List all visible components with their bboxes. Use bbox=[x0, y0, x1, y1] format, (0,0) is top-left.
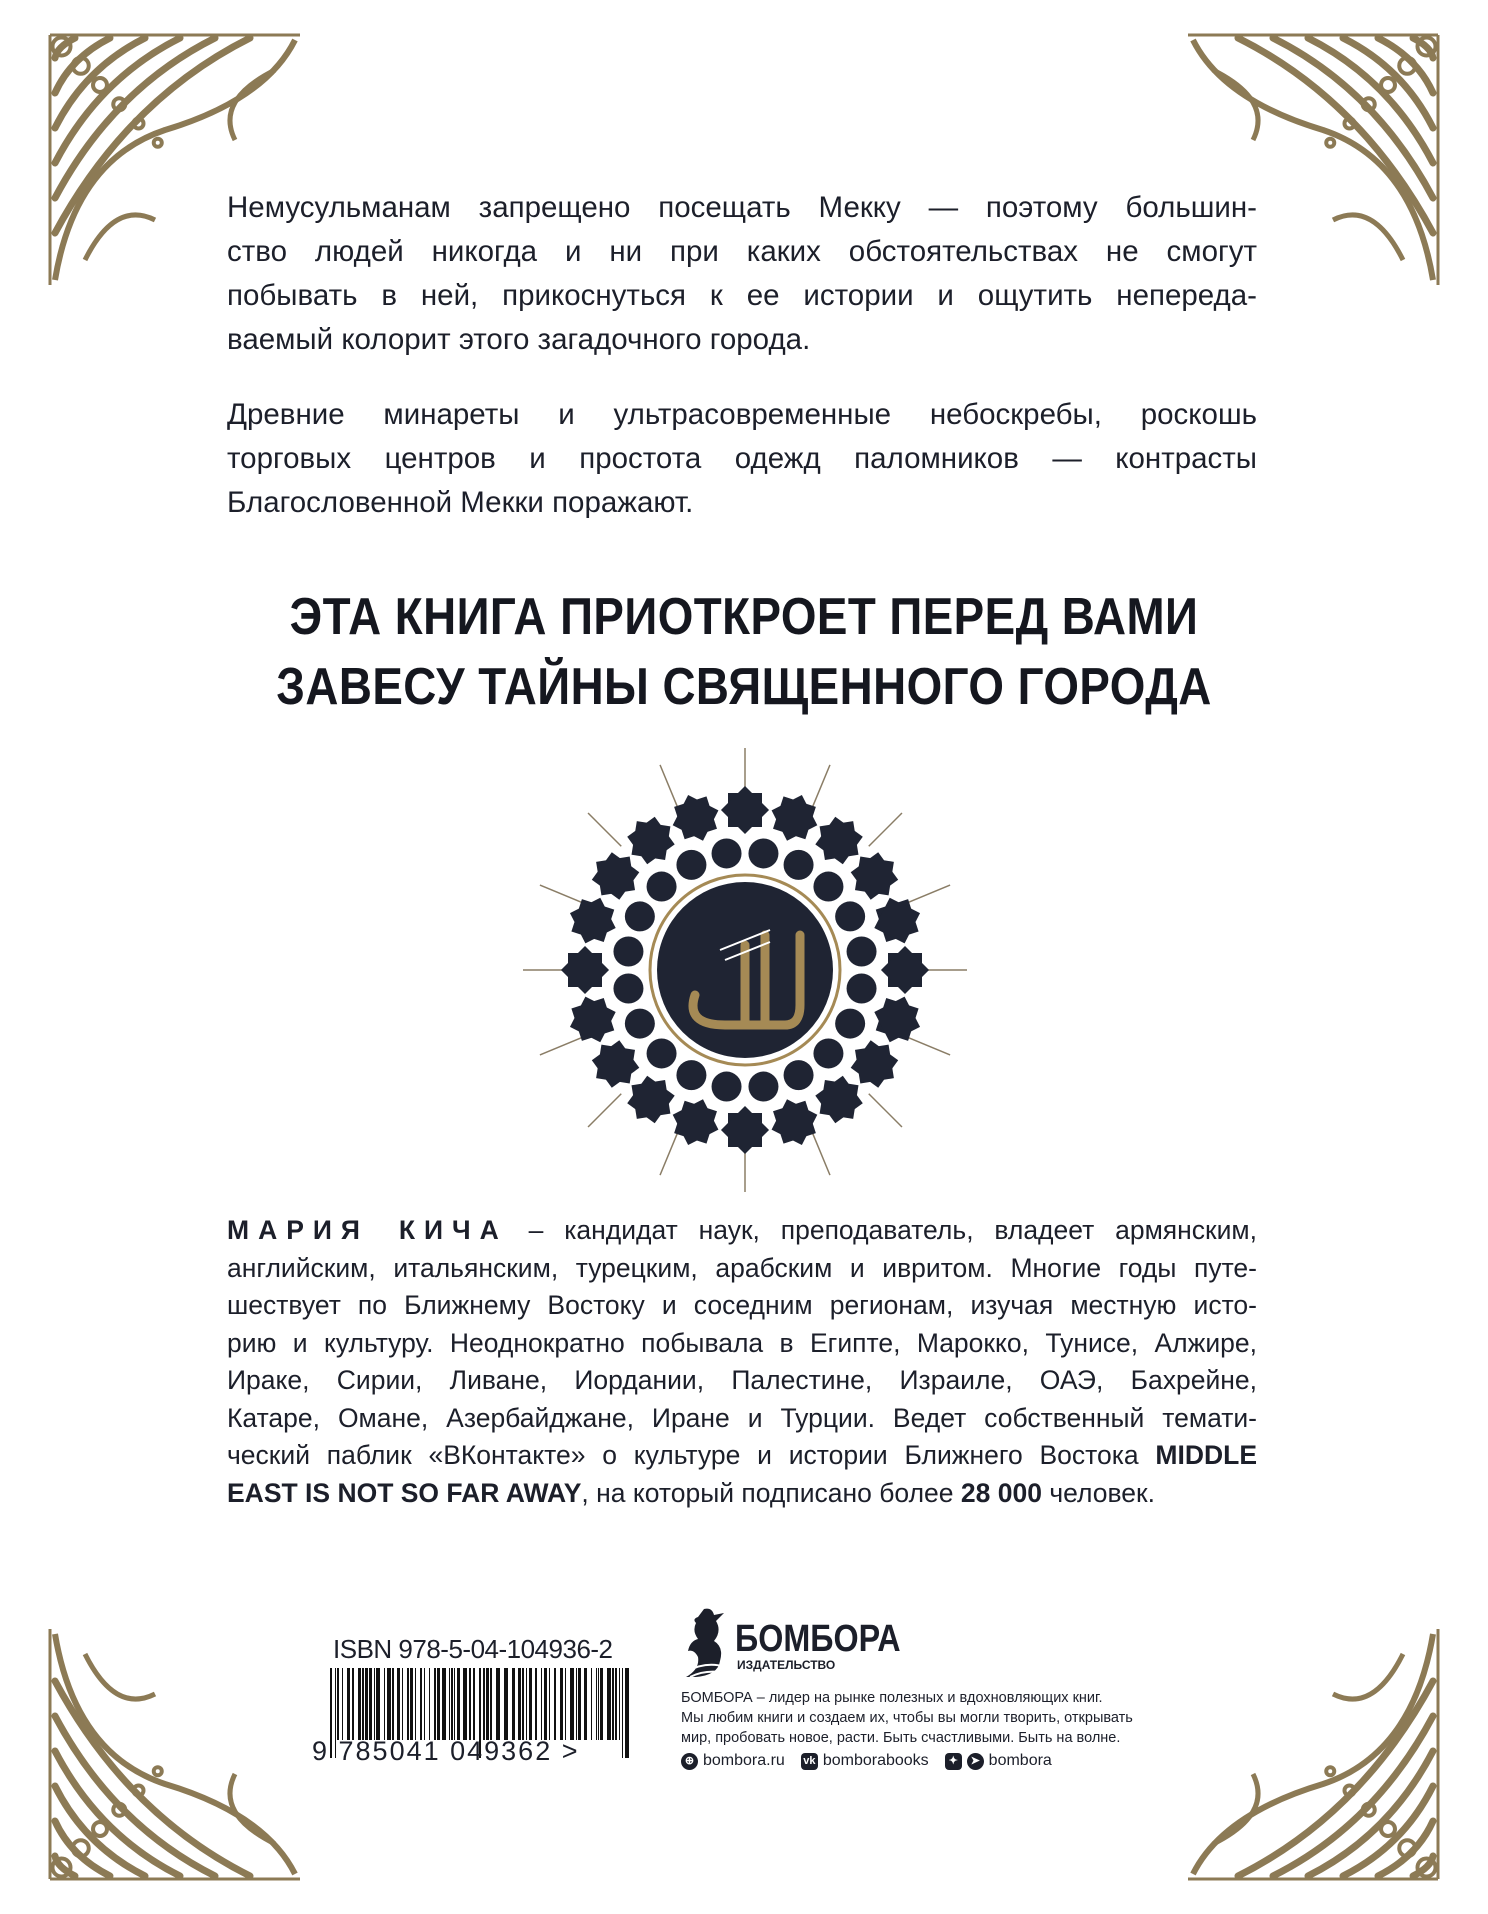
star-tile bbox=[851, 1040, 898, 1087]
social-label: bombora.ru bbox=[703, 1752, 785, 1769]
text-line: Древние минареты и ультрасовременные небоскребы, роскошь bbox=[227, 398, 1257, 431]
publisher-name: БОМБОРА bbox=[735, 1618, 901, 1660]
star-tile bbox=[721, 1106, 769, 1154]
bombora-logo-icon bbox=[682, 1605, 732, 1690]
text-line: Ираке, Сирии, Ливане, Иордании, Палестине, Израиле, ОАЭ, Бахрейне, bbox=[227, 1365, 1257, 1395]
allah-calligraphy-medallion bbox=[520, 745, 970, 1195]
public-name: MIDDLE bbox=[1155, 1440, 1257, 1470]
star-tile bbox=[772, 795, 818, 841]
text-line: ство людей никогда и ни при каких обстоятельствах не смогут bbox=[227, 235, 1257, 268]
author-bio bbox=[227, 1212, 1257, 1512]
social-label: bombora bbox=[988, 1752, 1052, 1769]
star-tile bbox=[627, 817, 674, 864]
star-tile bbox=[815, 817, 862, 864]
text-line: ческий паблик «ВКонтакте» о культуре и истории Ближнего Востока bbox=[227, 1440, 1156, 1470]
text-line: мир, пробовать новое, расти. Быть счастливыми. Быть на волне. bbox=[681, 1730, 1121, 1746]
social-telegram[interactable] bbox=[945, 1752, 1052, 1770]
telegram-icon: ➤ bbox=[967, 1753, 984, 1770]
social-links bbox=[681, 1752, 1052, 1770]
sparkle-icon: ✦ bbox=[945, 1753, 962, 1770]
social-website[interactable] bbox=[681, 1752, 785, 1770]
social-vk[interactable] bbox=[801, 1752, 929, 1770]
barcode-digits: 9 785041 049362 > bbox=[312, 1736, 580, 1766]
globe-icon: ⊕ bbox=[681, 1753, 698, 1770]
star-tile bbox=[592, 852, 639, 899]
text-line: БОМБОРА – лидер на рынке полезных и вдохновляющих книг. bbox=[681, 1690, 1103, 1706]
star-tile bbox=[851, 852, 898, 899]
publisher-description bbox=[681, 1688, 1133, 1748]
social-label: bomborabooks bbox=[822, 1752, 929, 1769]
intro-paragraph bbox=[227, 186, 1257, 362]
text-line: Благословенной Мекки поражают. bbox=[227, 486, 694, 519]
star-tile bbox=[561, 946, 609, 994]
text-line: побывать в ней, прикоснуться к ее истории и ощутить непереда- bbox=[227, 279, 1257, 312]
vk-icon: vk bbox=[801, 1753, 818, 1770]
isbn-label: ISBN 978-5-04-104936-2 bbox=[333, 1634, 613, 1664]
tagline-heading bbox=[89, 582, 1398, 722]
text-line: – кандидат наук, преподаватель, владеет армянским, bbox=[507, 1215, 1258, 1245]
star-tile bbox=[721, 786, 769, 834]
text-line: Немусульманам запрещено посещать Мекку — поэтому большин- bbox=[227, 191, 1257, 224]
star-tile bbox=[673, 1099, 719, 1145]
text-line: торговых центров и простота одежд паломников — контрасты bbox=[227, 442, 1257, 475]
star-tile bbox=[592, 1040, 639, 1087]
star-tile bbox=[627, 1076, 674, 1123]
star-tile bbox=[570, 997, 616, 1043]
corner-ornament-bottom-right bbox=[1183, 1624, 1443, 1884]
text-line: рию и культуру. Неоднократно побывала в Египте, Марокко, Тунисе, Алжире, bbox=[227, 1327, 1257, 1358]
public-name: EAST IS NOT SO FAR AWAY bbox=[227, 1477, 582, 1508]
text-line: английским, итальянским, турецким, арабским и ивритом. Многие годы путе- bbox=[227, 1252, 1257, 1283]
star-tile bbox=[874, 898, 920, 944]
contrast-paragraph bbox=[227, 393, 1257, 525]
star-tile bbox=[570, 898, 616, 944]
author-name: МАРИЯ КИЧА bbox=[227, 1215, 508, 1245]
star-tile bbox=[772, 1099, 818, 1145]
text-line: Катаре, Омане, Азербайджане, Иране и Турции. Ведет собственный темати- bbox=[227, 1402, 1257, 1433]
corner-ornament-bottom-left bbox=[45, 1624, 305, 1884]
text-line: шествует по Ближнему Востоку и соседним регионам, изучая местную исто- bbox=[227, 1290, 1257, 1320]
publisher-subtitle: ИЗДАТЕЛЬСТВО bbox=[737, 1658, 836, 1672]
text-line: ваемый колорит этого загадочного города. bbox=[227, 323, 811, 356]
subscriber-count: 28 000 bbox=[960, 1477, 1042, 1508]
heading-line: ЭТА КНИГА ПРИОТКРОЕТ ПЕРЕД ВАМИ bbox=[289, 588, 1199, 646]
star-tile bbox=[874, 997, 920, 1043]
text-line: Мы любим книги и создаем их, чтобы вы могли творить, открывать bbox=[681, 1710, 1133, 1726]
text-line: , на который подписано более bbox=[581, 1477, 961, 1508]
star-tile bbox=[815, 1076, 862, 1123]
star-tile bbox=[881, 946, 929, 994]
heading-line: ЗАВЕСУ ТАЙНЫ СВЯЩЕННОГО ГОРОДА bbox=[276, 658, 1212, 716]
star-tile bbox=[673, 795, 719, 841]
text-line: человек. bbox=[1041, 1477, 1155, 1508]
